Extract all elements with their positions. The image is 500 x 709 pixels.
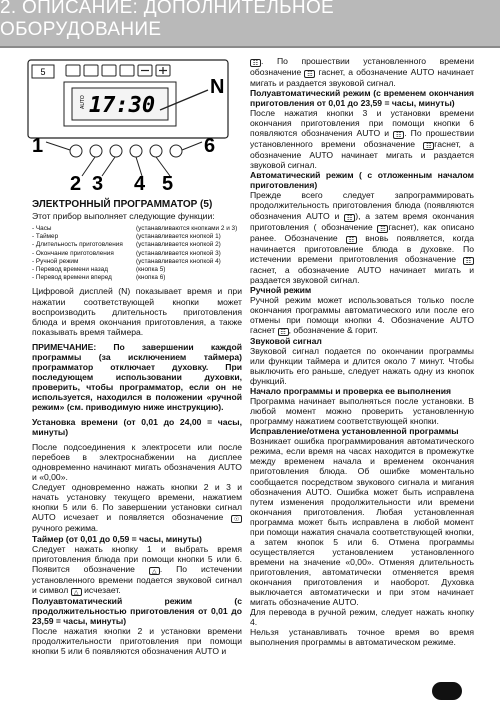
oven-icon-inline: ☷ xyxy=(377,225,388,233)
oven-icon-inline: ☷ xyxy=(250,59,261,67)
left-column xyxy=(32,199,242,656)
button-3[interactable] xyxy=(110,145,122,157)
legend-row: - Таймер (устанавливается кнопкой 1) xyxy=(32,233,221,241)
header-title: 2. ОПИСАНИЕ: ДОПОЛНИТЕЛЬНОЕ ОБОРУДОВАНИЕ xyxy=(0,0,335,40)
oven-icon-inline: ☷ xyxy=(423,142,434,150)
fix-text-2: Для перевода в ручной режим, следует нажать кнопку 4. xyxy=(250,607,474,628)
timer-text: Следует нажать кнопку 1 и выбрать время приготовления блюда при помощи кнопки 5 или 6. Появится обозначение △ . По истечении установленного времени подается звуковой сигнал и символ △ исчезает. xyxy=(32,543,243,596)
oven-icon-inline: ☷ xyxy=(344,214,355,222)
manual-mode-heading: Ручной режим xyxy=(250,284,312,295)
duration-icon xyxy=(84,65,98,76)
callout-n: N xyxy=(210,76,225,98)
callout-6: 6 xyxy=(204,135,216,157)
callout-1: 1 xyxy=(32,135,44,157)
button-5[interactable] xyxy=(150,145,162,157)
semi-auto-text: После нажатия кнопки 2 и установки времени продолжительности приготовления при помощи кнопки 5 или 6 появляются обозначения AUTO и xyxy=(32,625,242,656)
bell-icon-inline: △ xyxy=(71,588,82,596)
oven-icon-inline: ☷ xyxy=(463,257,474,265)
programmer-diagram xyxy=(26,58,230,192)
fix-heading: Исправление/отмена установленной программы xyxy=(250,426,459,437)
start-heading: Начало программы и проверка ее выполнения xyxy=(250,386,452,397)
auto-mode-text: Прежде всего следует запрограммировать продолжительность приготовления блюда (появляются обозначения AUTO и ☷ ), а затем время окончания приготовления ( обозначение ☷ гаснет), как описано ранее. Обозначение ☷ вновь появляется, когда начинается приготовление блюда в духовке. По истечении времени приготовления обозначение ☷ гаснет, а обозначение AUTO начинает мигать и раздается звуковой сигнал. xyxy=(250,190,474,285)
button-2[interactable] xyxy=(90,145,102,157)
auto-mode-heading: Автоматический режим ( с отложенным началом приготовления) xyxy=(250,170,474,191)
section-title: ЭЛЕКТРОННЫЙ ПРОГРАММАТОР (5) xyxy=(32,199,213,210)
oven-icon-inline: ☷ xyxy=(304,70,315,78)
display-time: 17:30 xyxy=(88,93,156,118)
semi-auto-continued: ☷ . По прошествии установленного времени обозначение ☷ гаснет, а обозначение AUTO начинает мигать и раздается звуковой сигнал. xyxy=(250,56,475,88)
button-4[interactable] xyxy=(130,145,142,157)
callout-4: 4 xyxy=(134,173,146,192)
sound-heading: Звуковой сигнал xyxy=(250,335,322,346)
semi-auto-end-heading: Полуавтоматический режим (с временем окончания приготовления от 0,01 до 23,59 = часы, минуты) xyxy=(250,88,474,109)
oven-icon-inline: ☷ xyxy=(278,328,289,336)
bell-icon xyxy=(66,65,80,76)
fix-text-3: Нельзя устанавливать точное время во время выполнения программы в автоматическом режиме. xyxy=(250,627,474,648)
legend-row: - Перевод времени вперед (кнопка 6) xyxy=(32,274,166,282)
oven-icon-inline: ☷ xyxy=(393,131,404,139)
button-1[interactable] xyxy=(70,145,82,157)
clock-text-1: После подсоединения к электросети или после перебоев в электроснабжении на дисплее одновременно начинают мигать обозначения AUTO и «0,00». xyxy=(32,442,242,483)
button-6[interactable] xyxy=(170,145,182,157)
display-auto: AUTO xyxy=(80,95,86,109)
callout-2: 2 xyxy=(70,173,82,192)
bell-icon-inline: △ xyxy=(149,567,160,575)
legend-row: - Ручной режим (устанавливается кнопкой 4) xyxy=(32,257,221,265)
start-text: Программа начинает выполняться после установки. В любой момент можно проверить установленную программу нажатием соответствующей кнопки. xyxy=(250,396,474,427)
end-time-icon xyxy=(102,65,116,76)
callout-5: 5 xyxy=(162,173,174,192)
page-marker xyxy=(432,682,462,700)
oven-icon-inline: ☷ xyxy=(346,236,357,244)
functions-legend xyxy=(32,225,242,282)
note-text: ПРИМЕЧАНИЕ: По завершении каждой программы (за исключением таймера) программатор отключает духовку. При последующем использовании духовки, проверить, чтобы программатор, если он не используется, находился в положении «ручной режим» (см. приводимую ниже инструкцию). xyxy=(32,341,242,412)
fix-text-1: Возникает ошибка программирования автоматического режима, если время на часах находится в промежутке между временем начала и временем окончания приготовления блюда. Об ошибке моментально сообщается посредством звукового сигнала и мигания обозначения AUTO. Ошибка может быть исправлена путем изменения продолжительности или времени окончания приготовления. Любая установленная программа может быть исправлена в любой момент при помощи нажатия сначала соответствующей кнопки, а затем кнопок 5 или 6. Отмена программы осуществляется установлением установленного времени на значение «0,00». Отменяя длительность приготовления, автоматически отменяется время окончания приготовления и наоборот. Духовка выключается автоматически и при этом начинает мигать обозначение AUTO. xyxy=(250,436,474,608)
right-column xyxy=(250,56,474,647)
panel-number: 5 xyxy=(40,67,46,77)
sound-text: Звуковой сигнал подается по окончании программы или функции таймера и длится около 7 минут. Чтобы выключить его раньше, следует нажать одну из кнопок функций. xyxy=(250,345,474,387)
legend-row: - Часы (устанавливаются кнопками 2 и 3) xyxy=(32,225,238,233)
callout-3: 3 xyxy=(92,173,104,192)
intro-text: Этот прибор выполняет следующие функции: xyxy=(32,211,215,221)
semi-auto-end-text: После нажатия кнопки 3 и установки времени окончания приготовления при помощи кнопки 6 появляются обозначения AUTO и ☷ . По прошествии установленного времени обозначение ☷ гаснет, а обозначение AUTO начинает мигать и раздается звуковой сигнал. xyxy=(250,108,475,171)
legend-row: - Окончание приготовления (устанавливается кнопкой 3) xyxy=(32,249,221,257)
clock-text-2: Следует одновременно нажать кнопки 2 и 3 и начать установку текущего времени, нажатием кнопки 5 или 6. По завершении установки сигнал AUTO исчезает и появляется обозначение ☉ ручного режима. xyxy=(32,482,242,534)
display-description: Цифровой дисплей (N) показывает время и при нажатии соответствующей кнопки может воспроизводить длительность приготовления блюда и время окончания приготовления, а также показывать время таймера. xyxy=(32,286,242,337)
page-header xyxy=(0,0,500,48)
manual-mode-text: Ручной режим может использоваться только после окончания программы автоматического или после его отмены при помощи кнопки 4. Обозначение AUTO гаснет ☷ , обозначение & горит. xyxy=(250,294,474,336)
legend-row: - Длительность приготовления (устанавливается кнопкой 2) xyxy=(32,241,221,249)
timer-heading: Таймер (от 0,01 до 0,59 = часы, минуты) xyxy=(32,533,202,544)
manual-icon xyxy=(120,65,134,76)
clock-heading: Установка времени (от 0,01 до 24,00 = часы, минуты) xyxy=(32,417,242,438)
legend-row: - Перевод времени назад (кнопка 5) xyxy=(32,266,166,274)
manual-mode-icon: ☉ xyxy=(231,515,242,523)
semi-auto-heading: Полуавтоматический режим (с продолжительностью приготовления от 0,01 до 23,59 = часы, минуты) xyxy=(32,595,242,626)
